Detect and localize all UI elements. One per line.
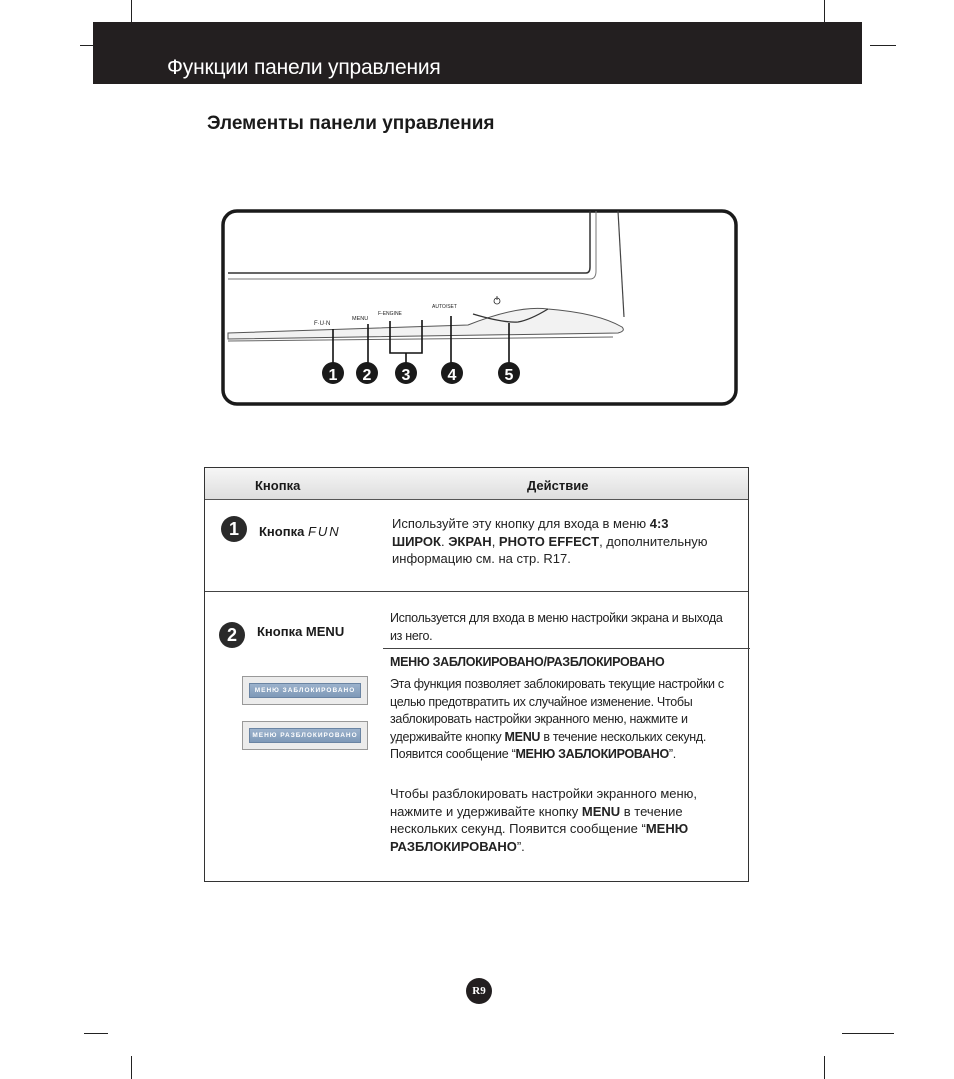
crop-mark [824,1056,825,1079]
row-1-description: Используйте эту кнопку для входа в меню 4:3 ШИРОК. ЭКРАН, PHOTO EFFECT, дополнительную информацию см. на стр. R17. [392,516,708,566]
fun-button-label [259,524,341,539]
section-title: Элементы панели управления [207,113,495,134]
svg-text:3: 3 [401,367,411,384]
page-number-badge: R9 [466,978,492,1004]
crop-mark [131,0,132,22]
osd-menu-locked [242,676,368,705]
crop-mark [131,1056,132,1079]
menu-intro: Используется для входа в меню настройки экрана и выхода из него. [390,611,723,643]
menu-button-label: Кнопка MENU [257,624,345,639]
row-number: 2 [219,622,245,648]
osd-locked-text: МЕНЮ ЗАБЛОКИРОВАНО [249,683,361,698]
crop-mark [824,0,825,22]
row-number: 1 [221,516,247,542]
button-name: Кнопка [259,524,305,539]
svg-text:4: 4 [447,367,457,384]
controls-table [204,467,749,882]
lock-subheading: МЕНЮ ЗАБЛОКИРОВАНО/РАЗБЛОКИРОВАНО [390,655,665,669]
osd-menu-unlocked [242,721,368,750]
col-button-header: Кнопка [255,478,301,493]
callout-3 [395,362,417,384]
callout-5 [498,362,520,384]
svg-text:2: 2 [362,367,372,384]
callout-4 [441,362,463,384]
svg-text:5: 5 [504,367,514,384]
unlock-description: Чтобы разблокировать настройки экранного меню, нажмите и удерживайте кнопку MENU в течение нескольких секунд. Появится сообщение “МЕНЮ РАЗБЛОКИРОВАНО”. [390,786,698,854]
crop-mark [842,1033,894,1034]
crop-mark [84,1033,108,1034]
page-title: Функции панели управления [167,56,441,79]
menu-label: MENU [352,316,369,322]
row-inner-divider [383,648,750,649]
control-panel-diagram [218,205,742,410]
callout-1 [322,362,344,384]
callout-2 [356,362,378,384]
fun-label: F·U·N [314,321,331,327]
crop-mark [870,45,896,46]
row-divider [205,591,748,592]
autoset-label: AUTO/SET [432,304,457,310]
header-bar [93,22,862,84]
fengine-label: F-ENGINE [378,311,402,317]
fun-icon: FUN [307,524,341,539]
col-action-header: Действие [527,478,589,493]
table-header [205,468,748,500]
svg-text:1: 1 [328,367,338,384]
lock-description: Эта функция позволяет заблокировать текущие настройки с целью предотвратить их случайное изменение. Чтобы заблокировать настройки экранного меню, нажмите и удерживайте кнопку MENU в течение нескольких секунд. Появится сообщение “МЕНЮ ЗАБЛОКИРОВАНО”. [390,677,724,761]
osd-unlocked-text: МЕНЮ РАЗБЛОКИРОВАНО [249,728,361,743]
